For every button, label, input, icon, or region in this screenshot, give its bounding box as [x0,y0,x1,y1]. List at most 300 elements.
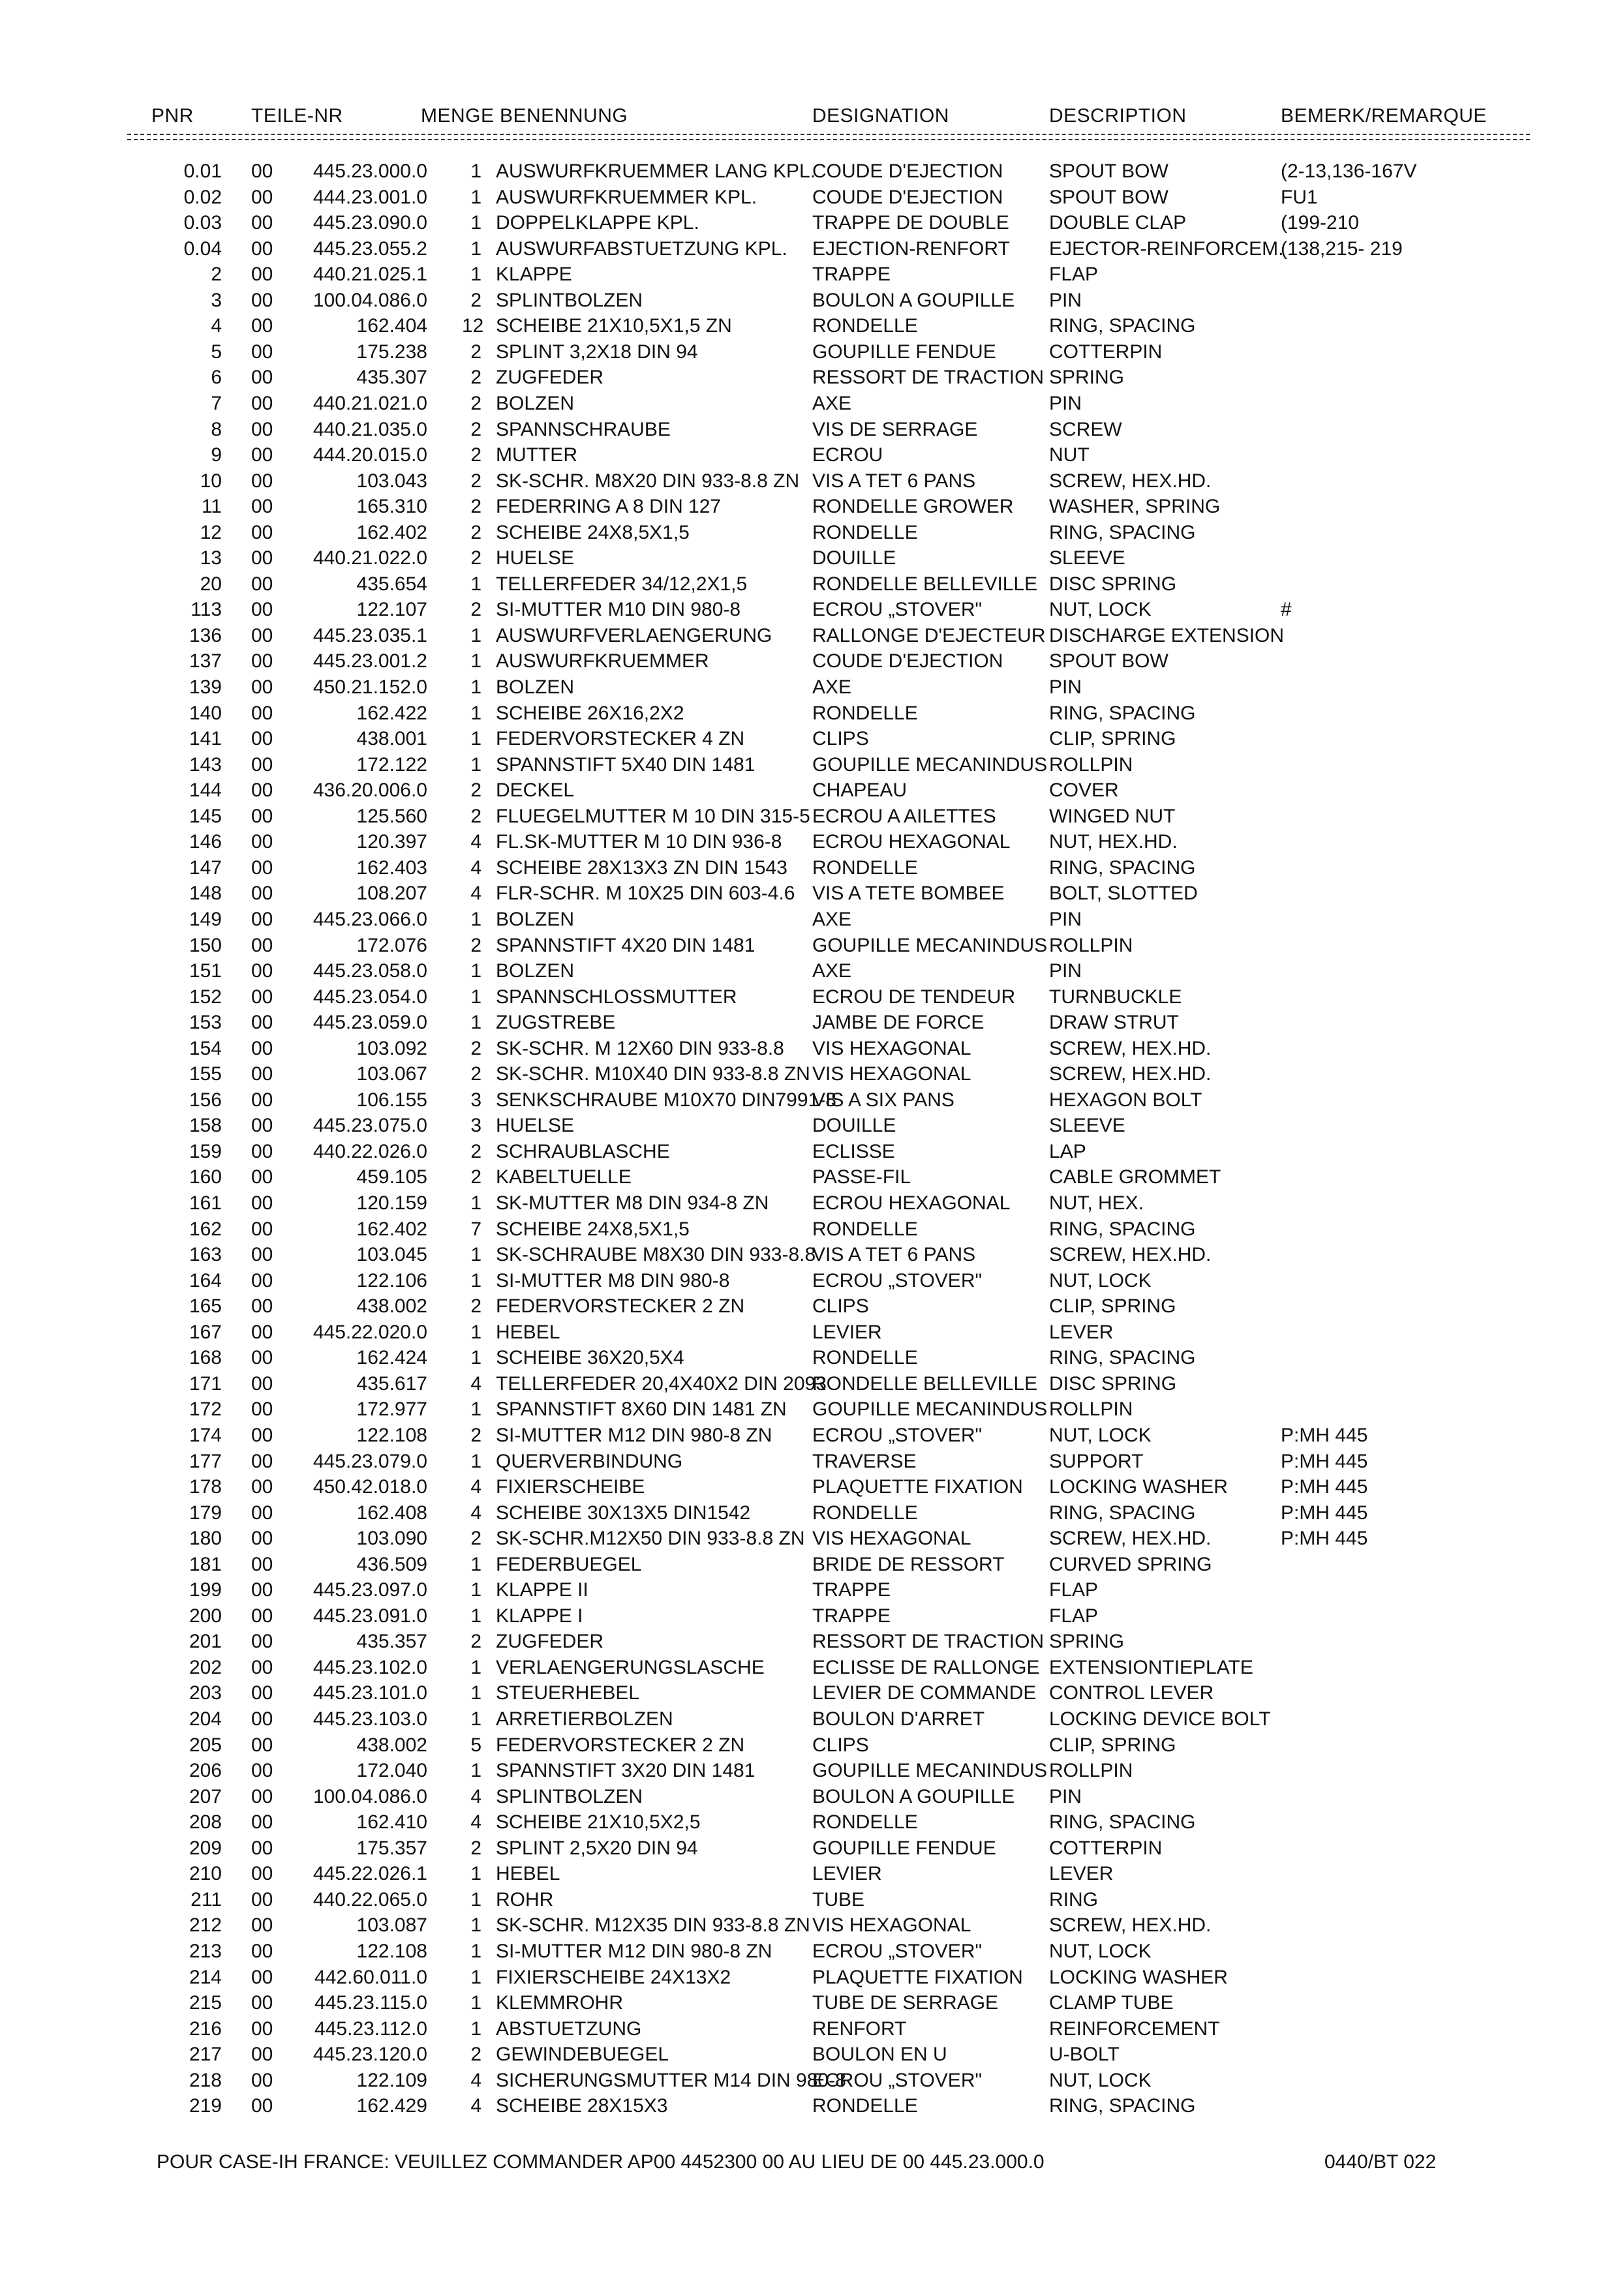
cell-teile-nr: 103.045 [356,1244,427,1266]
cell-designation: AXE [812,676,852,698]
cell-description: LOCKING WASHER [1049,1966,1228,1988]
cell-benennung: SICHERUNGSMUTTER M14 DIN 980-8 [496,2069,846,2091]
cell-benennung: SI-MUTTER M12 DIN 980-8 ZN [496,1940,772,1962]
cell-benennung: TELLERFEDER 20,4X40X2 DIN 2093 [496,1372,827,1395]
cell-teile-nr: 438.002 [356,1295,427,1318]
cell-menge: 1 [470,1708,481,1730]
cell-pnr: 202 [189,1656,222,1678]
cell-menge: 1 [470,1321,481,1343]
cell-designation: VIS A TET 6 PANS [812,470,976,492]
cell-teile-nr: 162.404 [356,315,427,337]
cell-teile-nr: 450.42.018.0 [313,1476,427,1498]
cell-teile-nr: 445.23.055.2 [313,237,427,260]
page-footer [0,2151,1618,2174]
cell-designation: GOUPILLE MECANINDUS [812,1398,1048,1421]
cell-teile-nr: 445.23.000.0 [313,160,427,182]
cell-benennung: SCHEIBE 36X20,5X4 [496,1347,684,1369]
cell-menge: 2 [470,599,481,621]
cell-description: CLIP, SPRING [1049,728,1176,750]
cell-teile-nr: 445.23.112.0 [314,2017,427,2040]
cell-benennung: AUSWURFKRUEMMER LANG KPL. [496,160,816,182]
cell-description: DISC SPRING [1049,573,1177,595]
cell-pnr: 13 [200,547,222,569]
cell-pnr: 206 [189,1760,222,1782]
cell-teile-nr: 436.509 [356,1553,427,1575]
cell-prefix: 00 [251,1940,273,1962]
cell-teile-nr: 445.23.103.0 [313,1708,427,1730]
cell-prefix: 00 [251,1682,273,1704]
cell-pnr: 151 [189,960,222,982]
cell-prefix: 00 [251,1760,273,1782]
cell-teile-nr: 172.977 [356,1398,427,1421]
cell-benennung: SPANNSCHRAUBE [496,418,671,440]
cell-teile-nr: 440.22.026.0 [313,1140,427,1162]
cell-teile-nr: 445.23.102.0 [313,1656,427,1678]
cell-prefix: 00 [251,1398,273,1421]
cell-benennung: BOLZEN [496,960,575,982]
cell-menge: 1 [470,1914,481,1937]
cell-pnr: 12 [200,521,222,543]
cell-designation: CLIPS [812,728,869,750]
cell-pnr: 174 [189,1424,222,1446]
cell-teile-nr: 120.159 [356,1192,427,1214]
cell-pnr: 137 [189,650,222,672]
cell-pnr: 147 [189,856,222,879]
cell-benennung: SK-SCHR. M12X35 DIN 933-8.8 ZN [496,1914,810,1937]
cell-pnr: 149 [189,908,222,930]
cell-pnr: 215 [189,1992,222,2014]
cell-pnr: 160 [189,1166,222,1188]
cell-prefix: 00 [251,624,273,646]
cell-pnr: 136 [189,624,222,646]
cell-prefix: 00 [251,2069,273,2091]
cell-description: NUT, LOCK [1049,1269,1152,1292]
cell-description: DOUBLE CLAP [1049,212,1187,234]
cell-teile-nr: 103.067 [356,1063,427,1085]
cell-description: REINFORCEMENT [1049,2017,1220,2040]
cell-teile-nr: 120.397 [356,831,427,853]
cell-benennung: SCHEIBE 24X8,5X1,5 [496,521,690,543]
cell-menge: 1 [470,2017,481,2040]
cell-pnr: 217 [189,2044,222,2066]
cell-designation: RONDELLE BELLEVILLE [812,1372,1038,1395]
cell-prefix: 00 [251,1528,273,1550]
cell-teile-nr: 172.076 [356,934,427,956]
cell-designation: RONDELLE [812,2095,918,2117]
cell-designation: LEVIER [812,1321,882,1343]
cell-prefix: 00 [251,753,273,776]
cell-description: RING, SPACING [1049,315,1196,337]
cell-description: CLIP, SPRING [1049,1295,1176,1318]
cell-benennung: FEDERRING A 8 DIN 127 [496,496,722,518]
cell-description: TURNBUCKLE [1049,986,1182,1008]
cell-designation: VIS HEXAGONAL [812,1914,971,1937]
cell-menge: 2 [470,1166,481,1188]
cell-pnr: 152 [189,986,222,1008]
cell-designation: ECROU A AILETTES [812,805,996,827]
cell-description: RING, SPACING [1049,1347,1196,1369]
cell-teile-nr: 444.23.001.0 [313,186,427,208]
cell-prefix: 00 [251,470,273,492]
cell-description: DISCHARGE EXTENSION [1049,624,1285,646]
cell-prefix: 00 [251,1450,273,1472]
cell-pnr: 0.03 [183,212,222,234]
cell-description: CLAMP TUBE [1049,1992,1174,2014]
cell-description: FLAP [1049,1605,1099,1627]
cell-benennung: SPLINT 3,2X18 DIN 94 [496,340,698,363]
cell-description: NUT, LOCK [1049,599,1152,621]
cell-designation: ECROU „STOVER" [812,1269,983,1292]
cell-teile-nr: 445.23.101.0 [313,1682,427,1704]
cell-designation: GOUPILLE MECANINDUS [812,1760,1048,1782]
cell-pnr: 148 [189,883,222,905]
cell-designation: DOUILLE [812,547,896,569]
cell-teile-nr: 162.410 [356,1811,427,1834]
cell-menge: 2 [470,779,481,802]
cell-description: RING, SPACING [1049,2095,1196,2117]
cell-description: SCREW, HEX.HD. [1049,1528,1212,1550]
cell-prefix: 00 [251,1708,273,1730]
cell-pnr: 199 [189,1579,222,1601]
cell-prefix: 00 [251,1656,273,1678]
cell-prefix: 00 [251,1734,273,1756]
cell-pnr: 200 [189,1605,222,1627]
cell-benennung: SPLINTBOLZEN [496,289,643,311]
cell-pnr: 163 [189,1244,222,1266]
cell-designation: TRAPPE DE DOUBLE [812,212,1009,234]
cell-description: PIN [1049,1785,1082,1807]
cell-menge: 2 [470,470,481,492]
cell-pnr: 146 [189,831,222,853]
cell-bemerk: (2-13,136-167V [1281,160,1417,182]
cell-benennung: BOLZEN [496,676,575,698]
cell-menge: 1 [470,753,481,776]
cell-prefix: 00 [251,367,273,389]
cell-benennung: SPANNSTIFT 8X60 DIN 1481 ZN [496,1398,787,1421]
header-bemerk: BEMERK/REMARQUE [1281,105,1487,127]
cell-description: SLEEVE [1049,547,1125,569]
cell-menge: 1 [470,1940,481,1962]
cell-description: U-BOLT [1049,2044,1120,2066]
cell-pnr: 2 [211,264,222,286]
cell-description: ROLLPIN [1049,753,1133,776]
cell-pnr: 150 [189,934,222,956]
cell-description: NUT, HEX. [1049,1192,1144,1214]
cell-pnr: 9 [211,444,222,466]
cell-designation: EJECTION-RENFORT [812,237,1010,260]
cell-benennung: SK-MUTTER M8 DIN 934-8 ZN [496,1192,769,1214]
cell-description: LAP [1049,1140,1086,1162]
cell-pnr: 181 [189,1553,222,1575]
cell-description: SPOUT BOW [1049,160,1168,182]
cell-pnr: 10 [200,470,222,492]
cell-menge: 1 [470,702,481,724]
cell-description: NUT, LOCK [1049,1424,1152,1446]
cell-prefix: 00 [251,779,273,802]
cell-teile-nr: 445.23.090.0 [313,212,427,234]
cell-benennung: HEBEL [496,1321,560,1343]
cell-designation: RALLONGE D'EJECTEUR [812,624,1046,646]
cell-pnr: 178 [189,1476,222,1498]
cell-benennung: HEBEL [496,1863,560,1885]
cell-description: DRAW STRUT [1049,1012,1179,1034]
cell-menge: 2 [470,289,481,311]
cell-benennung: BOLZEN [496,393,575,414]
cell-bemerk: P:MH 445 [1281,1476,1368,1498]
cell-benennung: SCHEIBE 30X13X5 DIN1542 [496,1502,751,1524]
cell-pnr: 172 [189,1398,222,1421]
cell-benennung: AUSWURFABSTUETZUNG KPL. [496,237,787,260]
cell-teile-nr: 165.310 [356,496,427,518]
cell-prefix: 00 [251,650,273,672]
header-description: DESCRIPTION [1049,105,1187,127]
cell-description: SCREW, HEX.HD. [1049,470,1212,492]
cell-designation: TRAVERSE [812,1450,917,1472]
cell-teile-nr: 445.23.079.0 [313,1450,427,1472]
cell-menge: 4 [470,1502,481,1524]
cell-description: RING, SPACING [1049,856,1196,879]
cell-pnr: 158 [189,1115,222,1137]
cell-teile-nr: 103.090 [356,1528,427,1550]
cell-prefix: 00 [251,728,273,750]
cell-description: LOCKING WASHER [1049,1476,1228,1498]
cell-description: WASHER, SPRING [1049,496,1221,518]
cell-benennung: HUELSE [496,1115,575,1137]
cell-pnr: 7 [211,393,222,414]
cell-menge: 1 [470,676,481,698]
cell-prefix: 00 [251,1863,273,1885]
cell-menge: 1 [470,1863,481,1885]
cell-menge: 4 [470,831,481,853]
cell-benennung: SPANNSTIFT 5X40 DIN 1481 [496,753,756,776]
cell-description: SLEEVE [1049,1115,1125,1137]
cell-prefix: 00 [251,186,273,208]
cell-teile-nr: 122.109 [356,2069,427,2091]
cell-designation: BOULON EN U [812,2044,947,2066]
cell-benennung: FIXIERSCHEIBE 24X13X2 [496,1966,731,1988]
cell-designation: GOUPILLE FENDUE [812,1837,996,1859]
cell-menge: 4 [470,1476,481,1498]
cell-description: SCREW, HEX.HD. [1049,1037,1212,1059]
cell-benennung: BOLZEN [496,908,575,930]
cell-menge: 12 [462,315,484,337]
cell-prefix: 00 [251,2044,273,2066]
cell-designation: PLAQUETTE FIXATION [812,1966,1023,1988]
cell-prefix: 00 [251,856,273,879]
cell-description: SCREW, HEX.HD. [1049,1063,1212,1085]
cell-designation: DOUILLE [812,1115,896,1137]
cell-designation: RONDELLE [812,1811,918,1834]
cell-menge: 1 [470,1682,481,1704]
cell-designation: RONDELLE [812,521,918,543]
cell-designation: AXE [812,960,852,982]
cell-teile-nr: 122.106 [356,1269,427,1292]
cell-teile-nr: 103.043 [356,470,427,492]
cell-menge: 2 [470,547,481,569]
cell-designation: VIS HEXAGONAL [812,1528,971,1550]
cell-description: HEXAGON BOLT [1049,1089,1202,1111]
cell-benennung: KABELTUELLE [496,1166,632,1188]
cell-pnr: 4 [211,315,222,337]
cell-teile-nr: 445.23.059.0 [313,1012,427,1034]
cell-pnr: 145 [189,805,222,827]
header-pnr: PNR [151,105,194,127]
cell-designation: AXE [812,908,852,930]
cell-benennung: SCHRAUBLASCHE [496,1140,670,1162]
cell-prefix: 00 [251,1140,273,1162]
cell-menge: 1 [470,1992,481,2014]
cell-teile-nr: 100.04.086.0 [313,289,427,311]
cell-benennung: SCHEIBE 28X13X3 ZN DIN 1543 [496,856,787,879]
cell-pnr: 165 [189,1295,222,1318]
cell-pnr: 154 [189,1037,222,1059]
cell-teile-nr: 438.002 [356,1734,427,1756]
cell-pnr: 5 [211,340,222,363]
cell-pnr: 177 [189,1450,222,1472]
cell-designation: ECLISSE [812,1140,895,1162]
cell-benennung: SCHEIBE 21X10,5X1,5 ZN [496,315,732,337]
cell-menge: 1 [470,1605,481,1627]
cell-teile-nr: 162.408 [356,1502,427,1524]
cell-pnr: 213 [189,1940,222,1962]
cell-teile-nr: 175.238 [356,340,427,363]
cell-menge: 2 [470,444,481,466]
cell-benennung: FEDERVORSTECKER 4 ZN [496,728,745,750]
cell-teile-nr: 440.21.021.0 [313,393,427,414]
cell-bemerk: (138,215- 219 [1281,237,1403,260]
cell-description: RING, SPACING [1049,1218,1196,1240]
cell-menge: 4 [470,856,481,879]
cell-designation: TUBE [812,1888,865,1911]
cell-pnr: 156 [189,1089,222,1111]
cell-benennung: AUSWURFKRUEMMER KPL. [496,186,757,208]
cell-benennung: KLAPPE [496,264,572,286]
cell-teile-nr: 440.21.025.1 [313,264,427,286]
cell-benennung: FEDERVORSTECKER 2 ZN [496,1295,745,1318]
cell-teile-nr: 435.357 [356,1631,427,1653]
cell-benennung: SPANNSTIFT 3X20 DIN 1481 [496,1760,756,1782]
cell-designation: ECROU „STOVER" [812,1424,983,1446]
cell-menge: 1 [470,728,481,750]
cell-description: FLAP [1049,1579,1099,1601]
cell-menge: 1 [470,650,481,672]
cell-designation: ECROU HEXAGONAL [812,1192,1011,1214]
cell-benennung: SK-SCHR. M8X20 DIN 933-8.8 ZN [496,470,800,492]
cell-description: NUT [1049,444,1090,466]
cell-designation: LEVIER [812,1863,882,1885]
cell-teile-nr: 435.307 [356,367,427,389]
cell-description: CLIP, SPRING [1049,1734,1176,1756]
cell-benennung: ABSTUETZUNG [496,2017,642,2040]
cell-pnr: 180 [189,1528,222,1550]
cell-pnr: 205 [189,1734,222,1756]
footer-page-ref: 0440/BT 022 [1324,2151,1437,2173]
cell-description: EXTENSIONTIEPLATE [1049,1656,1253,1678]
cell-pnr: 208 [189,1811,222,1834]
cell-pnr: 212 [189,1914,222,1937]
cell-designation: BRIDE DE RESSORT [812,1553,1005,1575]
cell-prefix: 00 [251,1166,273,1188]
cell-pnr: 179 [189,1502,222,1524]
cell-pnr: 161 [189,1192,222,1214]
cell-menge: 7 [470,1218,481,1240]
cell-pnr: 8 [211,418,222,440]
cell-description: EJECTOR-REINFORCEM. [1049,237,1284,260]
cell-benennung: TELLERFEDER 34/12,2X1,5 [496,573,748,595]
cell-menge: 1 [470,1579,481,1601]
cell-prefix: 00 [251,418,273,440]
cell-menge: 1 [470,573,481,595]
cell-description: NUT, LOCK [1049,2069,1152,2091]
cell-pnr: 159 [189,1140,222,1162]
cell-benennung: SK-SCHRAUBE M8X30 DIN 933-8.8 [496,1244,816,1266]
cell-designation: RONDELLE GROWER [812,496,1014,518]
cell-prefix: 00 [251,960,273,982]
cell-benennung: SPANNSCHLOSSMUTTER [496,986,737,1008]
cell-teile-nr: 440.21.022.0 [313,547,427,569]
cell-designation: ECROU „STOVER" [812,2069,983,2091]
cell-teile-nr: 106.155 [356,1089,427,1111]
cell-pnr: 20 [200,573,222,595]
cell-pnr: 139 [189,676,222,698]
cell-teile-nr: 440.22.065.0 [313,1888,427,1911]
cell-prefix: 00 [251,1218,273,1240]
cell-menge: 1 [470,1450,481,1472]
cell-prefix: 00 [251,599,273,621]
cell-teile-nr: 162.422 [356,702,427,724]
cell-teile-nr: 444.20.015.0 [313,444,427,466]
cell-menge: 3 [470,1115,481,1137]
cell-benennung: SI-MUTTER M12 DIN 980-8 ZN [496,1424,772,1446]
cell-designation: COUDE D'EJECTION [812,160,1003,182]
cell-description: SCREW, HEX.HD. [1049,1914,1212,1937]
cell-prefix: 00 [251,1347,273,1369]
cell-benennung: GEWINDEBUEGEL [496,2044,669,2066]
cell-prefix: 00 [251,160,273,182]
cell-description: CURVED SPRING [1049,1553,1212,1575]
cell-teile-nr: 122.108 [356,1424,427,1446]
cell-prefix: 00 [251,444,273,466]
cell-description: CONTROL LEVER [1049,1682,1214,1704]
cell-teile-nr: 125.560 [356,805,427,827]
cell-menge: 2 [470,1631,481,1653]
cell-menge: 1 [470,908,481,930]
cell-description: RING, SPACING [1049,521,1196,543]
cell-prefix: 00 [251,289,273,311]
cell-description: SPOUT BOW [1049,650,1168,672]
cell-prefix: 00 [251,521,273,543]
cell-prefix: 00 [251,1321,273,1343]
cell-menge: 1 [470,1269,481,1292]
header-designation: DESIGNATION [812,105,949,127]
cell-pnr: 201 [189,1631,222,1653]
cell-teile-nr: 100.04.086.0 [313,1785,427,1807]
cell-teile-nr: 162.424 [356,1347,427,1369]
cell-description: SUPPORT [1049,1450,1144,1472]
cell-pnr: 113 [191,599,222,621]
cell-prefix: 00 [251,2017,273,2040]
cell-designation: TRAPPE [812,1579,891,1601]
cell-description: DISC SPRING [1049,1372,1177,1395]
cell-designation: RESSORT DE TRACTION [812,367,1045,389]
cell-designation: CHAPEAU [812,779,908,802]
cell-menge: 1 [470,212,481,234]
cell-menge: 2 [470,1063,481,1085]
cell-benennung: KLEMMROHR [496,1992,624,2014]
cell-prefix: 00 [251,702,273,724]
header-menge: MENGE [421,105,495,127]
cell-teile-nr: 459.105 [356,1166,427,1188]
